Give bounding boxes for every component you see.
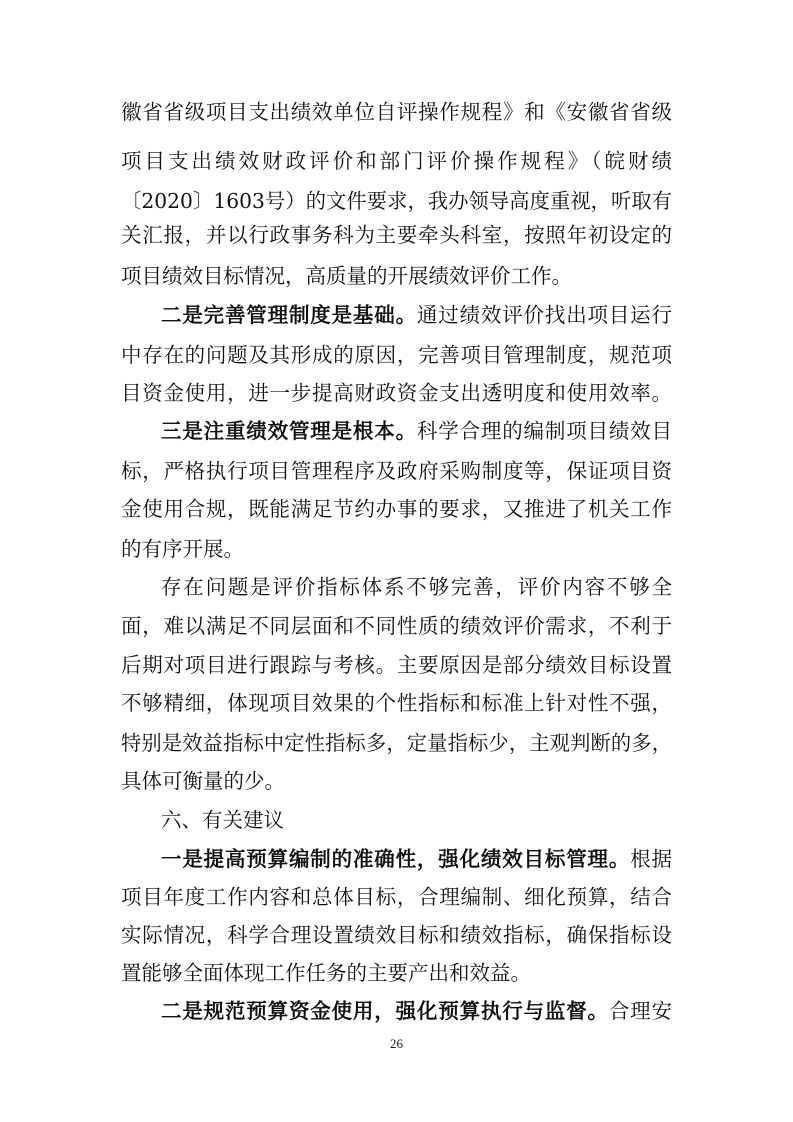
line-text: 〔2020〕1603号）的文件要求，我办领导高度重视，听取有: [121, 189, 672, 213]
line-text: 项目绩效目标情况，高质量的开展绩效评价工作。: [121, 264, 572, 288]
body-line: [121, 882, 672, 912]
line-text: 存在问题是评价指标体系不够完善，评价内容不够全: [161, 575, 672, 599]
line-text: 具体可衡量的少。: [121, 769, 285, 793]
line-text: 的有序开展。: [121, 537, 244, 561]
line-text: 项目年度工作内容和总体目标，合理编制、细化预算，结合: [121, 885, 672, 909]
paragraph-heading: 一是提高预算编制的准确性，强化绩效目标管理。: [161, 847, 631, 871]
line-text: 科学合理的编制项目绩效目: [416, 419, 672, 443]
body-line: [161, 996, 672, 1026]
body-line: [121, 146, 672, 176]
line-text: 通过绩效评价找出项目运行: [416, 303, 672, 327]
body-line: [121, 728, 672, 758]
line-text: 金使用合规，既能满足节约办事的要求，又推进了机关工作: [121, 497, 672, 521]
line-text: 面，难以满足不同层面和不同性质的绩效评价需求，不利于: [121, 614, 672, 638]
body-line: [121, 186, 672, 216]
line-text: 合理安: [608, 999, 672, 1023]
line-text: 特别是效益指标中定性指标多，定量指标少，主观判断的多，: [121, 731, 672, 755]
line-text: 实际情况，科学合理设置绩效目标和绩效指标，确保指标设: [121, 923, 672, 947]
body-line: [121, 534, 672, 564]
body-line: [121, 650, 672, 680]
paragraph-heading: 三是注重绩效管理是根本。: [161, 419, 417, 443]
line-text: 项目支出绩效财政评价和部门评价操作规程》（皖财绩: [121, 149, 672, 173]
line-text: 徽省省级项目支出绩效单位自评操作规程》和《安徽省省级: [121, 100, 672, 124]
body-line: [121, 688, 672, 718]
paragraph-heading: 二是完善管理制度是基础。: [161, 303, 417, 327]
body-line: [121, 766, 672, 796]
body-line: [161, 300, 672, 330]
section-heading-text: 六、有关建议: [161, 808, 284, 832]
line-text: 中存在的问题及其形成的原因，完善项目管理制度，规范项: [121, 343, 672, 367]
body-line: [121, 920, 672, 950]
body-line: [121, 494, 672, 524]
line-text: 后期对项目进行跟踪与考核。主要原因是部分绩效目标设置: [121, 653, 672, 677]
body-line: [161, 416, 672, 446]
line-text: 目资金使用，进一步提高财政资金支出透明度和使用效率。: [121, 381, 672, 405]
body-line: [161, 572, 672, 602]
body-line: [121, 456, 672, 486]
line-text: 关汇报，并以行政事务科为主要牵头科室，按照年初设定的: [121, 223, 672, 247]
line-text: 根据: [630, 847, 672, 871]
line-text: 不够精细，体现项目效果的个性指标和标准上针对性不强，: [121, 691, 672, 715]
body-line: [121, 611, 672, 641]
section-heading: [161, 805, 672, 835]
body-line: [121, 958, 672, 988]
body-line: [121, 97, 672, 127]
body-line: [121, 340, 672, 370]
body-line: [121, 220, 672, 250]
body-line: [161, 844, 672, 874]
paragraph-heading: 二是规范预算资金使用，强化预算执行与监督。: [161, 999, 609, 1023]
body-line: [121, 378, 672, 408]
body-line: [121, 261, 672, 291]
line-text: 置能够全面体现工作任务的主要产出和效益。: [121, 961, 531, 985]
page-number: 26: [390, 1036, 403, 1051]
line-text: 标，严格执行项目管理程序及政府采购制度等，保证项目资: [121, 459, 672, 483]
